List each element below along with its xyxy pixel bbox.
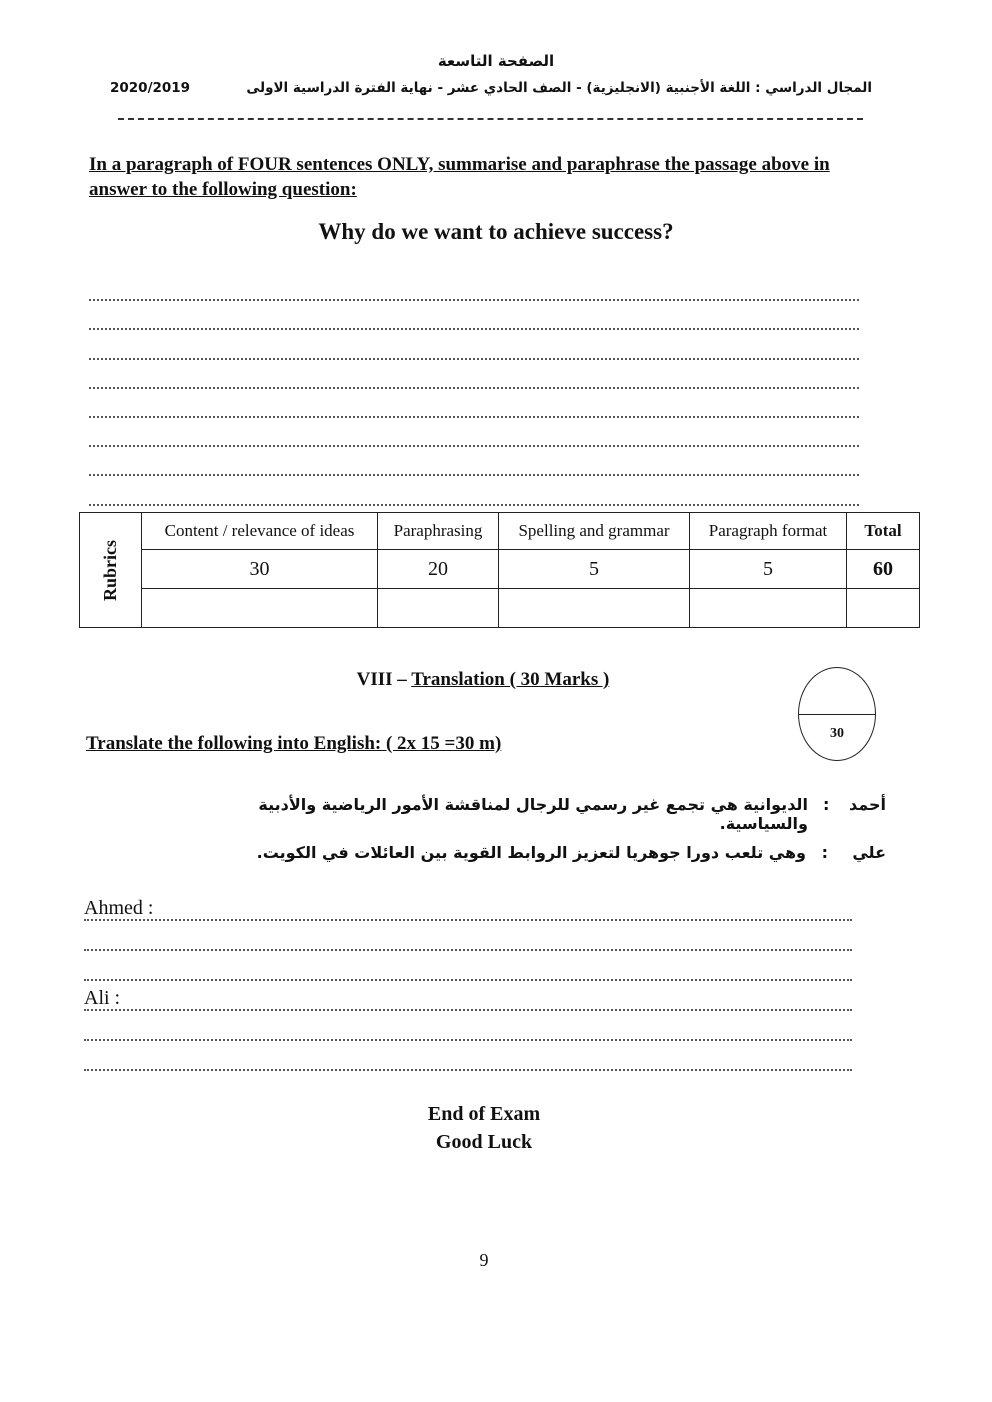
end-of-exam [0, 1100, 968, 1156]
academic-year: 2020/2019 [110, 80, 191, 96]
translation-line-ali[interactable] [84, 981, 852, 1011]
speaker-label: أحمد [849, 795, 886, 814]
answer-label-ahmed: Ahmed : [84, 897, 157, 919]
answer-line[interactable] [89, 476, 859, 505]
score-total: 30 [830, 726, 844, 741]
answer-line[interactable] [89, 389, 859, 418]
rubric-mark-content: 30 [142, 550, 378, 589]
section-title: Translation ( 30 Marks ) [411, 669, 610, 690]
answer-line[interactable] [89, 272, 859, 301]
page-number: 9 [479, 1250, 489, 1270]
rubric-header-total: Total [847, 513, 920, 550]
answer-line[interactable] [89, 447, 859, 476]
header-divider [118, 118, 863, 120]
score-circle [798, 667, 876, 761]
arabic-text: وهي تلعب دورا جوهريا لتعزيز الروابط القوية بين العائلات في الكويت. [256, 843, 806, 862]
rubric-header-content: Content / relevance of ideas [142, 513, 378, 550]
rubric-header-spelling: Spelling and grammar [499, 513, 690, 550]
answer-line[interactable] [89, 360, 859, 389]
page-title: الصفحة التاسعة [437, 52, 555, 70]
rubric-header-paraphrasing: Paraphrasing [378, 513, 499, 550]
rubric-score-cell[interactable] [142, 589, 378, 628]
arabic-text: الديوانية هي تجمع غير رسمي للرجال لمناقشة الأمور الرياضية والأدبية والسياسية. [258, 795, 808, 833]
arabic-sentence-ali: علي : وهي تلعب دورا جوهريا لتعزيز الروابط القوية بين العائلات في الكويت. [256, 843, 886, 862]
answer-line[interactable] [89, 330, 859, 359]
translation-line[interactable] [84, 1011, 852, 1041]
rubric-mark-total: 60 [847, 550, 920, 589]
rubric-score-cell[interactable] [499, 589, 690, 628]
answer-label-ali: Ali : [84, 987, 124, 1009]
rubric-score-cell[interactable] [690, 589, 847, 628]
section-number: VIII – [356, 669, 407, 690]
translation-line[interactable] [84, 1041, 852, 1071]
arabic-sentence-ahmed: أحمد : الديوانية هي تجمع غير رسمي للرجال لمناقشة الأمور الرياضية والأدبية والسياسية. [180, 795, 886, 833]
answer-line[interactable] [89, 301, 859, 330]
translation-line[interactable] [84, 951, 852, 981]
rubrics-table [79, 512, 920, 628]
summary-answer-area[interactable] [89, 272, 859, 506]
translation-line-ahmed[interactable] [84, 891, 852, 921]
subject-header [110, 80, 872, 96]
good-luck-text: Good Luck [435, 1131, 533, 1153]
rubric-mark-format: 5 [690, 550, 847, 589]
translation-instruction: Translate the following into English: ( 2x 15 =30 m) [86, 733, 502, 754]
rubric-mark-paraphrasing: 20 [378, 550, 499, 589]
rubric-score-cell[interactable] [847, 589, 920, 628]
rubric-header-format: Paragraph format [690, 513, 847, 550]
rubric-mark-spelling: 5 [499, 550, 690, 589]
end-text: End of Exam [427, 1103, 541, 1125]
rubric-score-cell[interactable] [378, 589, 499, 628]
speaker-label: علي [852, 843, 886, 862]
subject-line: المجال الدراسي : اللغة الأجنبية (الانجليزية) - الصف الحادي عشر - نهاية الفترة الدراسية الاولى [246, 80, 872, 96]
translation-line[interactable] [84, 921, 852, 951]
rubrics-side-label: Rubrics [80, 513, 142, 628]
answer-line[interactable] [89, 418, 859, 447]
summary-question: Why do we want to achieve success? [318, 219, 674, 244]
summary-instruction: In a paragraph of FOUR sentences ONLY, summarise and paraphrase the passage above in answer to the following question: [89, 154, 830, 200]
